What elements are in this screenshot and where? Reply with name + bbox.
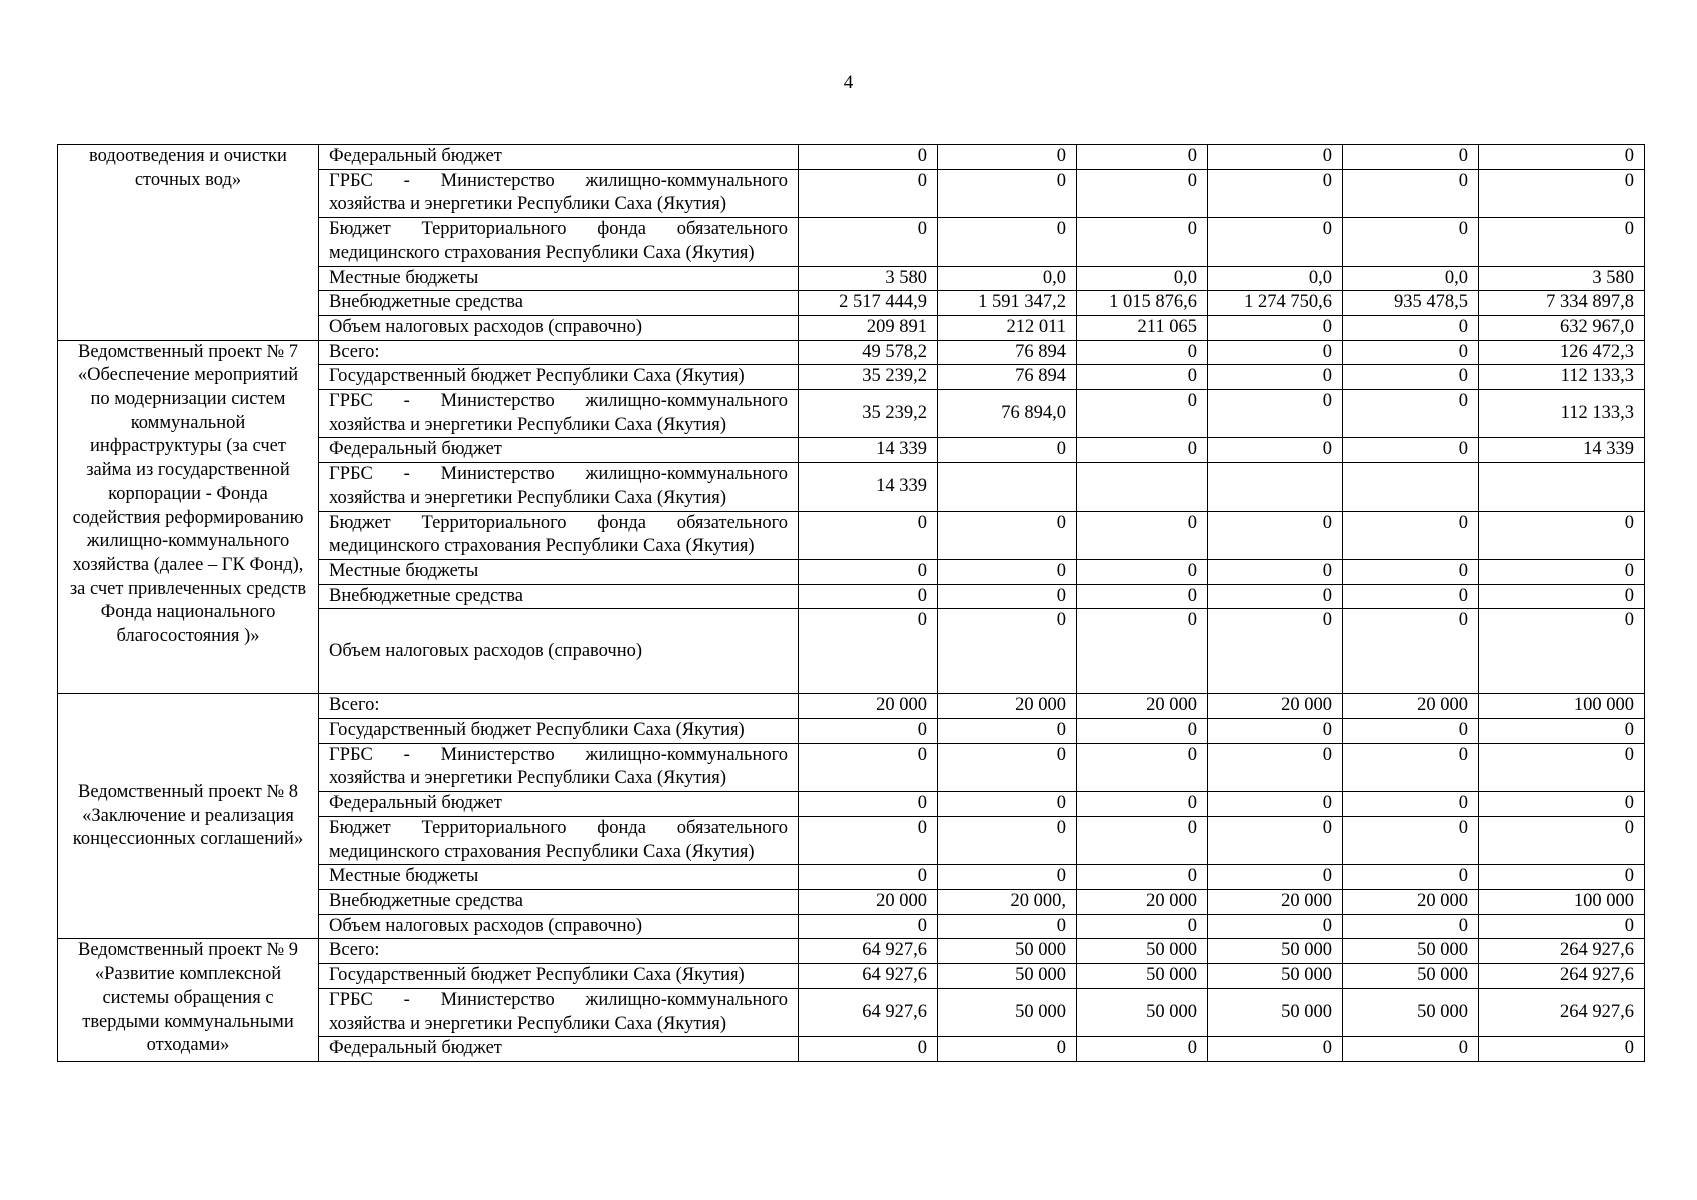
funding-source-cell: Объем налоговых расходов (справочно) bbox=[319, 315, 799, 340]
total-cell: 0 bbox=[1479, 743, 1645, 791]
value-cell: 0 bbox=[1343, 914, 1479, 939]
value-cell: 0 bbox=[1208, 914, 1343, 939]
total-cell: 3 580 bbox=[1479, 266, 1645, 291]
value-cell: 0 bbox=[938, 145, 1077, 170]
value-cell: 0 bbox=[1343, 1037, 1479, 1062]
funding-source-cell: Государственный бюджет Республики Саха (Якутия) bbox=[319, 719, 799, 744]
value-cell: 0 bbox=[799, 584, 938, 609]
total-cell: 112 133,3 bbox=[1479, 390, 1645, 438]
value-cell: 0 bbox=[1343, 340, 1479, 365]
value-cell: 0 bbox=[938, 559, 1077, 584]
value-cell: 0,0 bbox=[938, 266, 1077, 291]
value-cell: 0 bbox=[799, 511, 938, 559]
value-cell: 0 bbox=[938, 511, 1077, 559]
total-cell: 0 bbox=[1479, 145, 1645, 170]
value-cell: 0 bbox=[1208, 609, 1343, 694]
value-cell bbox=[1343, 463, 1479, 511]
value-cell: 0,0 bbox=[1208, 266, 1343, 291]
total-cell: 264 927,6 bbox=[1479, 988, 1645, 1036]
value-cell: 0 bbox=[1343, 559, 1479, 584]
total-cell: 264 927,6 bbox=[1479, 964, 1645, 989]
value-cell: 0 bbox=[1208, 145, 1343, 170]
value-cell: 0 bbox=[1077, 559, 1208, 584]
table-row bbox=[58, 939, 1645, 964]
value-cell: 64 927,6 bbox=[799, 988, 938, 1036]
funding-source-cell: Внебюджетные средства bbox=[319, 889, 799, 914]
value-cell: 0 bbox=[1208, 559, 1343, 584]
value-cell: 0 bbox=[938, 914, 1077, 939]
value-cell: 0 bbox=[1343, 145, 1479, 170]
value-cell: 0,0 bbox=[1343, 266, 1479, 291]
value-cell: 20 000 bbox=[1077, 889, 1208, 914]
value-cell: 0 bbox=[1208, 511, 1343, 559]
value-cell: 20 000 bbox=[799, 694, 938, 719]
value-cell: 50 000 bbox=[1343, 988, 1479, 1036]
value-cell: 35 239,2 bbox=[799, 390, 938, 438]
value-cell: 0 bbox=[1077, 914, 1208, 939]
value-cell: 0,0 bbox=[1077, 266, 1208, 291]
funding-source-cell: Федеральный бюджет bbox=[319, 438, 799, 463]
value-cell: 0 bbox=[1077, 340, 1208, 365]
funding-source-cell: Государственный бюджет Республики Саха (Якутия) bbox=[319, 365, 799, 390]
funding-source-cell: Объем налоговых расходов (справочно) bbox=[319, 914, 799, 939]
value-cell: 0 bbox=[1208, 719, 1343, 744]
value-cell: 211 065 bbox=[1077, 315, 1208, 340]
value-cell: 0 bbox=[1208, 218, 1343, 266]
funding-source-cell: Бюджет Территориального фонда обязательного медицинского страхования Республики Саха (Якутия) bbox=[319, 511, 799, 559]
value-cell bbox=[1208, 463, 1343, 511]
total-cell: 112 133,3 bbox=[1479, 365, 1645, 390]
value-cell: 0 bbox=[1208, 865, 1343, 890]
total-cell: 264 927,6 bbox=[1479, 939, 1645, 964]
value-cell: 0 bbox=[1077, 218, 1208, 266]
value-cell: 0 bbox=[1208, 816, 1343, 864]
value-cell: 20 000 bbox=[1077, 694, 1208, 719]
value-cell: 50 000 bbox=[1343, 964, 1479, 989]
value-cell: 0 bbox=[938, 169, 1077, 217]
value-cell: 50 000 bbox=[938, 964, 1077, 989]
value-cell: 50 000 bbox=[938, 939, 1077, 964]
value-cell: 0 bbox=[1077, 743, 1208, 791]
value-cell: 76 894,0 bbox=[938, 390, 1077, 438]
value-cell: 0 bbox=[1343, 218, 1479, 266]
funding-source-cell: Бюджет Территориального фонда обязательного медицинского страхования Республики Саха (Якутия) bbox=[319, 218, 799, 266]
value-cell: 50 000 bbox=[938, 988, 1077, 1036]
value-cell: 0 bbox=[938, 792, 1077, 817]
value-cell: 1 015 876,6 bbox=[1077, 291, 1208, 316]
total-cell: 7 334 897,8 bbox=[1479, 291, 1645, 316]
total-cell: 0 bbox=[1479, 719, 1645, 744]
value-cell: 0 bbox=[1343, 438, 1479, 463]
value-cell: 20 000, bbox=[938, 889, 1077, 914]
total-cell: 100 000 bbox=[1479, 889, 1645, 914]
value-cell: 2 517 444,9 bbox=[799, 291, 938, 316]
funding-source-cell: Бюджет Территориального фонда обязательного медицинского страхования Республики Саха (Якутия) bbox=[319, 816, 799, 864]
total-cell: 0 bbox=[1479, 511, 1645, 559]
value-cell: 0 bbox=[938, 719, 1077, 744]
value-cell: 20 000 bbox=[1343, 694, 1479, 719]
value-cell: 3 580 bbox=[799, 266, 938, 291]
value-cell: 50 000 bbox=[1077, 964, 1208, 989]
funding-source-cell: Федеральный бюджет bbox=[319, 792, 799, 817]
value-cell: 0 bbox=[938, 816, 1077, 864]
value-cell: 14 339 bbox=[799, 438, 938, 463]
value-cell: 0 bbox=[938, 218, 1077, 266]
value-cell: 0 bbox=[799, 865, 938, 890]
value-cell: 0 bbox=[1077, 609, 1208, 694]
funding-source-cell: ГРБС - Министерство жилищно-коммунального хозяйства и энергетики Республики Саха (Якутия) bbox=[319, 743, 799, 791]
total-cell: 0 bbox=[1479, 865, 1645, 890]
value-cell: 0 bbox=[1208, 1037, 1343, 1062]
project-name-cell: Ведомственный проект № 9 «Развитие комплексной системы обращения с твердыми коммунальными отходами» bbox=[58, 939, 319, 1062]
value-cell: 0 bbox=[1208, 584, 1343, 609]
value-cell: 0 bbox=[1208, 340, 1343, 365]
table-row bbox=[58, 694, 1645, 719]
value-cell: 0 bbox=[1208, 365, 1343, 390]
value-cell: 0 bbox=[938, 865, 1077, 890]
funding-source-cell: Внебюджетные средства bbox=[319, 291, 799, 316]
funding-source-cell: Всего: bbox=[319, 340, 799, 365]
value-cell: 76 894 bbox=[938, 365, 1077, 390]
total-cell bbox=[1479, 463, 1645, 511]
value-cell: 0 bbox=[799, 792, 938, 817]
value-cell: 20 000 bbox=[1208, 889, 1343, 914]
total-cell: 14 339 bbox=[1479, 438, 1645, 463]
funding-source-cell: Местные бюджеты bbox=[319, 559, 799, 584]
total-cell: 0 bbox=[1479, 218, 1645, 266]
funding-source-cell: Государственный бюджет Республики Саха (Якутия) bbox=[319, 964, 799, 989]
value-cell: 20 000 bbox=[1208, 694, 1343, 719]
value-cell: 0 bbox=[1077, 438, 1208, 463]
funding-source-cell: ГРБС - Министерство жилищно-коммунального хозяйства и энергетики Республики Саха (Якутия) bbox=[319, 169, 799, 217]
value-cell: 0 bbox=[799, 218, 938, 266]
value-cell: 0 bbox=[799, 1037, 938, 1062]
value-cell: 0 bbox=[938, 1037, 1077, 1062]
value-cell: 0 bbox=[1077, 816, 1208, 864]
value-cell: 14 339 bbox=[799, 463, 938, 511]
value-cell: 935 478,5 bbox=[1343, 291, 1479, 316]
value-cell: 0 bbox=[938, 584, 1077, 609]
value-cell: 0 bbox=[799, 559, 938, 584]
total-cell: 0 bbox=[1479, 559, 1645, 584]
total-cell: 0 bbox=[1479, 609, 1645, 694]
value-cell: 50 000 bbox=[1077, 988, 1208, 1036]
value-cell: 212 011 bbox=[938, 315, 1077, 340]
value-cell: 0 bbox=[938, 609, 1077, 694]
funding-source-cell: Всего: bbox=[319, 694, 799, 719]
page-number: 4 bbox=[843, 72, 854, 93]
value-cell: 0 bbox=[799, 914, 938, 939]
project-name-cell: Ведомственный проект № 8 «Заключение и реализация концессионных соглашений» bbox=[58, 694, 319, 939]
value-cell: 0 bbox=[1077, 865, 1208, 890]
value-cell: 50 000 bbox=[1208, 988, 1343, 1036]
value-cell: 0 bbox=[1077, 169, 1208, 217]
funding-source-cell: Местные бюджеты bbox=[319, 266, 799, 291]
budget-table bbox=[57, 144, 1645, 1062]
value-cell: 0 bbox=[799, 169, 938, 217]
value-cell: 0 bbox=[1343, 792, 1479, 817]
value-cell bbox=[938, 463, 1077, 511]
value-cell: 0 bbox=[799, 609, 938, 694]
value-cell: 0 bbox=[1208, 390, 1343, 438]
value-cell: 0 bbox=[1077, 145, 1208, 170]
value-cell: 20 000 bbox=[1343, 889, 1479, 914]
value-cell: 0 bbox=[1343, 169, 1479, 217]
value-cell: 0 bbox=[1343, 609, 1479, 694]
value-cell: 0 bbox=[799, 145, 938, 170]
value-cell: 0 bbox=[1343, 816, 1479, 864]
value-cell: 0 bbox=[1208, 743, 1343, 791]
total-cell: 632 967,0 bbox=[1479, 315, 1645, 340]
total-cell: 0 bbox=[1479, 816, 1645, 864]
total-cell: 126 472,3 bbox=[1479, 340, 1645, 365]
value-cell: 0 bbox=[1343, 511, 1479, 559]
funding-source-cell: Местные бюджеты bbox=[319, 865, 799, 890]
value-cell: 0 bbox=[1343, 743, 1479, 791]
value-cell: 1 274 750,6 bbox=[1208, 291, 1343, 316]
total-cell: 100 000 bbox=[1479, 694, 1645, 719]
value-cell: 50 000 bbox=[1343, 939, 1479, 964]
project-name-cell: Ведомственный проект № 7 «Обеспечение мероприятий по модернизации систем коммунальной инфраструктуры (за счет займа из государственной корпорации - Фонда содействия реформированию жилищно-коммунального хозяйства (далее – ГК Фонд), за счет привлеченных средств Фонда национального благосостояния )» bbox=[58, 340, 319, 694]
value-cell: 50 000 bbox=[1077, 939, 1208, 964]
value-cell: 50 000 bbox=[1208, 939, 1343, 964]
funding-source-cell: ГРБС - Министерство жилищно-коммунального хозяйства и энергетики Республики Саха (Якутия) bbox=[319, 988, 799, 1036]
value-cell: 0 bbox=[1077, 719, 1208, 744]
value-cell: 0 bbox=[1343, 584, 1479, 609]
value-cell: 64 927,6 bbox=[799, 939, 938, 964]
total-cell: 0 bbox=[1479, 792, 1645, 817]
value-cell: 0 bbox=[1343, 390, 1479, 438]
value-cell bbox=[1077, 463, 1208, 511]
value-cell: 0 bbox=[1077, 511, 1208, 559]
value-cell: 0 bbox=[1208, 792, 1343, 817]
value-cell: 35 239,2 bbox=[799, 365, 938, 390]
value-cell: 50 000 bbox=[1208, 964, 1343, 989]
value-cell: 64 927,6 bbox=[799, 964, 938, 989]
total-cell: 0 bbox=[1479, 914, 1645, 939]
value-cell: 20 000 bbox=[799, 889, 938, 914]
value-cell: 0 bbox=[799, 816, 938, 864]
value-cell: 1 591 347,2 bbox=[938, 291, 1077, 316]
value-cell: 49 578,2 bbox=[799, 340, 938, 365]
value-cell: 0 bbox=[1343, 865, 1479, 890]
value-cell: 0 bbox=[1077, 390, 1208, 438]
funding-source-cell: Всего: bbox=[319, 939, 799, 964]
total-cell: 0 bbox=[1479, 1037, 1645, 1062]
funding-source-cell: ГРБС - Министерство жилищно-коммунального хозяйства и энергетики Республики Саха (Якутия) bbox=[319, 390, 799, 438]
value-cell: 20 000 bbox=[938, 694, 1077, 719]
funding-source-cell: Внебюджетные средства bbox=[319, 584, 799, 609]
funding-source-cell: Федеральный бюджет bbox=[319, 1037, 799, 1062]
value-cell: 0 bbox=[1343, 365, 1479, 390]
value-cell: 0 bbox=[799, 743, 938, 791]
value-cell: 0 bbox=[1208, 315, 1343, 340]
value-cell: 0 bbox=[938, 438, 1077, 463]
value-cell: 0 bbox=[1208, 438, 1343, 463]
value-cell: 209 891 bbox=[799, 315, 938, 340]
total-cell: 0 bbox=[1479, 169, 1645, 217]
value-cell: 0 bbox=[1343, 315, 1479, 340]
value-cell: 0 bbox=[799, 719, 938, 744]
table-row bbox=[58, 145, 1645, 170]
value-cell: 0 bbox=[1077, 1037, 1208, 1062]
value-cell: 0 bbox=[1343, 719, 1479, 744]
project-name-cell: водоотведения и очистки сточных вод» bbox=[58, 145, 319, 341]
funding-source-cell: Федеральный бюджет bbox=[319, 145, 799, 170]
value-cell: 0 bbox=[1208, 169, 1343, 217]
table-row bbox=[58, 340, 1645, 365]
value-cell: 0 bbox=[1077, 792, 1208, 817]
funding-source-cell: ГРБС - Министерство жилищно-коммунального хозяйства и энергетики Республики Саха (Якутия) bbox=[319, 463, 799, 511]
value-cell: 0 bbox=[1077, 584, 1208, 609]
value-cell: 0 bbox=[1077, 365, 1208, 390]
total-cell: 0 bbox=[1479, 584, 1645, 609]
funding-source-cell: Объем налоговых расходов (справочно) bbox=[319, 609, 799, 694]
value-cell: 76 894 bbox=[938, 340, 1077, 365]
value-cell: 0 bbox=[938, 743, 1077, 791]
